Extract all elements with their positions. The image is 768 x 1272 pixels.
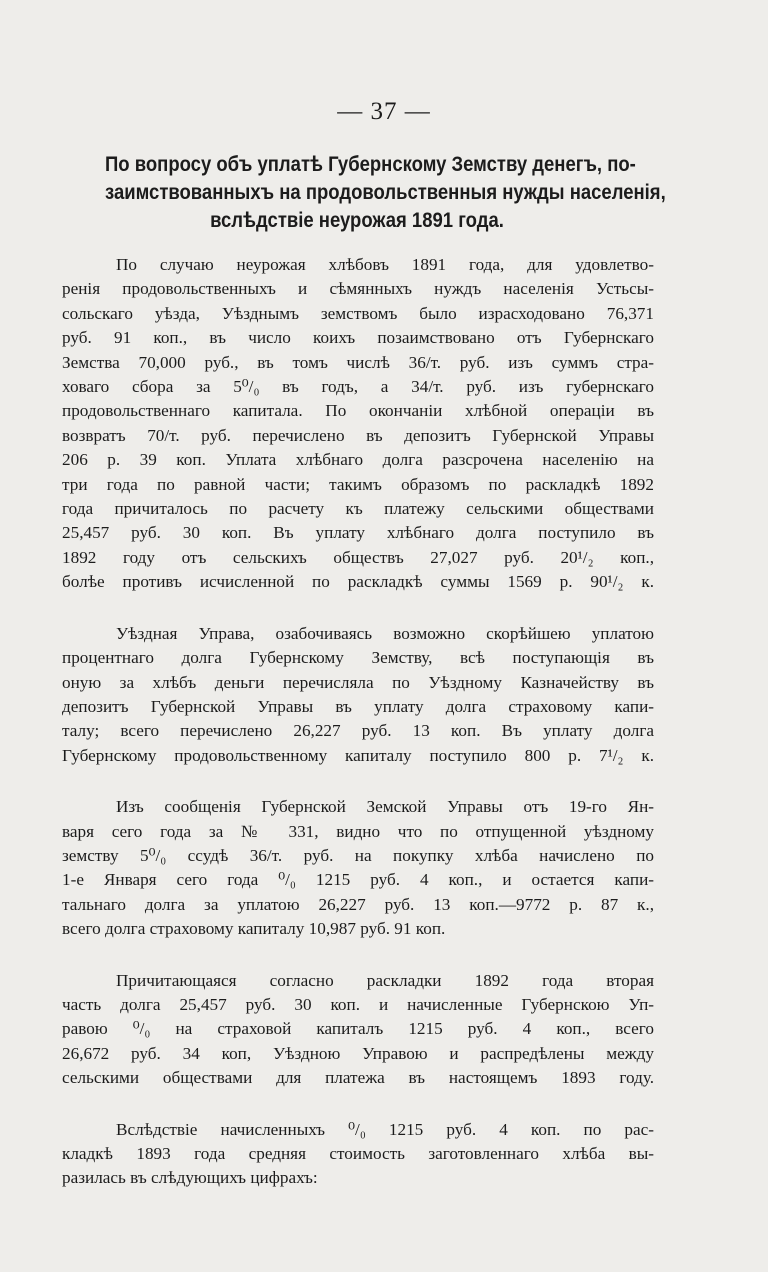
text-line: часть долга 25,457 руб. 30 коп. и начисленные Губернскою Уп-	[62, 994, 654, 1014]
text-line: По случаю неурожая хлѣбовъ 1891 года, для удовлетво-	[116, 255, 654, 274]
text-line: 1892 году отъ сельскихъ обществъ 27,027 руб. 20¹/₂ коп.,	[62, 547, 654, 567]
paragraph	[62, 253, 654, 595]
heading-line: заимствованныхъ на продовольственныя нужды населенія,	[105, 180, 666, 204]
text-line: года причиталось по расчету къ платежу сельскими обществами	[62, 499, 654, 519]
text-line: 26,672 руб. 34 коп, Уѣздною Управою и распредѣлены между	[62, 1043, 654, 1063]
text-line: талу; всего перечислено 26,227 руб. 13 коп. Въ уплату долга	[62, 721, 654, 741]
text-line: Изъ сообщенія Губернской Земской Управы отъ 19-го Ян-	[116, 797, 654, 817]
paragraph	[62, 969, 654, 1091]
text-line: Земства 70,000 руб., въ томъ числѣ 36/т. руб. изъ суммъ стра-	[62, 352, 654, 372]
heading-line: вслѣдствіе неурожая 1891 года.	[210, 208, 504, 232]
text-line: всего долга страховому капиталу 10,987 руб. 91 коп.	[62, 919, 446, 939]
page-number: — 37 —	[337, 98, 431, 125]
text-line: продовольственнаго капитала. По окончаніи хлѣбной операціи въ	[62, 401, 654, 421]
heading-line: По вопросу объ уплатѣ Губернскому Земству денегъ, по-	[105, 152, 636, 176]
text-line: оную за хлѣбъ деньги перечисляла по Уѣздному Казначейству въ	[62, 672, 654, 692]
text-line: руб. 91 коп., въ число коихъ позаимствовано отъ Губернскаго	[62, 328, 654, 348]
text-line: Губернскому продовольственному капиталу поступило 800 р. 7¹/₂ к.	[62, 745, 654, 765]
text-line: Вслѣдствіе начисленныхъ ⁰/₀ 1215 руб. 4 коп. по рас-	[116, 1119, 654, 1139]
text-line: ховаго сбора за 5⁰/₀ въ годъ, а 34/т. руб. изъ губернскаго	[62, 377, 654, 397]
text-line: депозитъ Губернской Управы въ уплату долга страховому капи-	[62, 696, 654, 716]
text-line: Уѣздная Управа, озабочиваясь возможно скорѣйшею уплатою	[116, 623, 654, 643]
text-line: варя сего года за № 331, видно что по отпущенной уѣздному	[62, 821, 654, 841]
text-line: земству 5⁰/₀ ссудѣ 36/т. руб. на покупку хлѣба начислено по	[62, 845, 654, 865]
paragraph	[62, 1118, 654, 1191]
text-line: 25,457 руб. 30 коп. Въ уплату хлѣбнаго долга поступило въ	[62, 523, 654, 543]
text-line: три года по равной части; такимъ образомъ по раскладкѣ 1892	[62, 474, 654, 494]
text-line: кладкѣ 1893 года средняя стоимость заготовленнаго хлѣба вы-	[62, 1144, 654, 1163]
section-heading	[105, 150, 666, 234]
paragraph	[62, 795, 654, 941]
text-line: разилась въ слѣдующихъ цифрахъ:	[62, 1168, 318, 1188]
text-line: сольскаго уѣзда, Уѣзднымъ земствомъ было израсходовано 76,371	[62, 303, 654, 323]
body-text	[62, 253, 654, 1191]
paragraph	[62, 622, 654, 768]
text-line: Причитающаяся согласно раскладки 1892 года вторая	[116, 970, 654, 990]
text-line: возвратъ 70/т. руб. перечислено въ депозитъ Губернской Управы	[62, 425, 654, 445]
text-line: тальнаго долга за уплатою 26,227 руб. 13 коп.—9772 р. 87 к.,	[62, 894, 654, 914]
text-line: болѣе противъ исчисленной по раскладкѣ суммы 1569 р. 90¹/₂ к.	[62, 572, 654, 592]
text-line: ренія продовольственныхъ и сѣмянныхъ нуждъ населенія Устьсы-	[62, 279, 654, 299]
text-line: равою ⁰/₀ на страховой капиталъ 1215 руб. 4 коп., всего	[62, 1019, 654, 1039]
text-line: 1-е Января сего года ⁰/₀ 1215 руб. 4 коп., и остается капи-	[62, 870, 654, 890]
text-line: процентнаго долга Губернскому Земству, всѣ поступающія въ	[62, 648, 654, 668]
text-line: 206 р. 39 коп. Уплата хлѣбнаго долга разсрочена населенію на	[62, 450, 654, 470]
text-line: сельскими обществами для платежа въ настоящемъ 1893 году.	[62, 1068, 654, 1088]
